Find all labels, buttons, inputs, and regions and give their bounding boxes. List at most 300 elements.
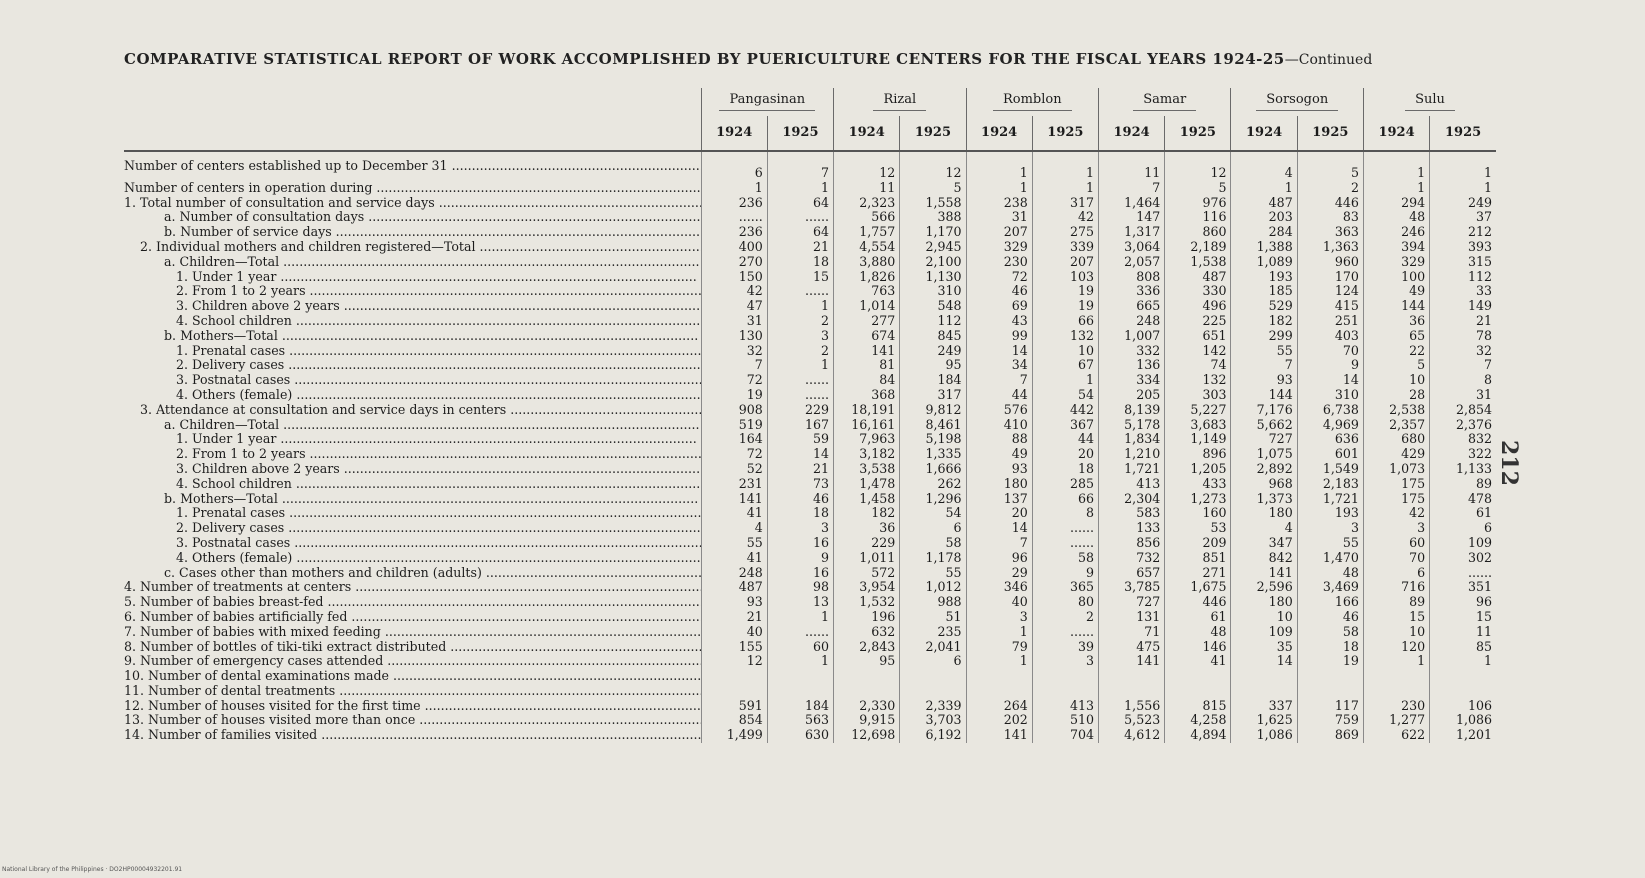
table-cell: 4,894 <box>1165 728 1231 743</box>
table-cell: 83 <box>1297 210 1363 225</box>
table-cell: 28 <box>1363 388 1429 403</box>
table-cell: 79 <box>966 640 1032 655</box>
table-row <box>124 196 1496 211</box>
table-cell: 1 <box>767 654 833 669</box>
row-label-text: 9. Number of emergency cases attended ..... <box>124 654 701 669</box>
year-header: 1925 <box>1430 116 1496 151</box>
table-cell <box>1165 669 1231 684</box>
table-cell: 2,100 <box>900 255 966 270</box>
table-cell: 164 <box>701 432 767 447</box>
table-cell: 78 <box>1430 329 1496 344</box>
table-cell: 11 <box>1099 151 1165 181</box>
row-label-text: b. Mothers—Total ..... <box>124 492 698 507</box>
table-cell: 856 <box>1099 536 1165 551</box>
table-cell: 367 <box>1032 418 1098 433</box>
table-cell: 2,945 <box>900 240 966 255</box>
table-cell: 704 <box>1032 728 1098 743</box>
table-cell: 636 <box>1297 432 1363 447</box>
table-cell: ...... <box>767 373 833 388</box>
table-cell: 185 <box>1231 284 1297 299</box>
table-cell: 72 <box>966 270 1032 285</box>
table-cell: 29 <box>966 566 1032 581</box>
table-cell: 1 <box>966 151 1032 181</box>
row-label <box>124 447 701 462</box>
table-cell: 5,523 <box>1099 713 1165 728</box>
table-row <box>124 210 1496 225</box>
table-cell: 7 <box>767 151 833 181</box>
table-cell <box>1032 669 1098 684</box>
table-cell: 235 <box>900 625 966 640</box>
table-row <box>124 284 1496 299</box>
table-cell: 39 <box>1032 640 1098 655</box>
row-label-text: b. Number of service days ..... <box>124 225 701 240</box>
table-cell: 299 <box>1231 329 1297 344</box>
table-cell: 61 <box>1430 506 1496 521</box>
table-cell: 89 <box>1363 595 1429 610</box>
table-row <box>124 580 1496 595</box>
table-cell: 229 <box>767 403 833 418</box>
row-label <box>124 610 701 625</box>
table-cell <box>701 669 767 684</box>
row-label <box>124 299 701 314</box>
row-label-text: 12. Number of houses visited for the first time ..... <box>124 699 701 714</box>
table-cell: 184 <box>767 699 833 714</box>
table-cell: 2 <box>767 344 833 359</box>
table-cell: 193 <box>1231 270 1297 285</box>
table-cell: 230 <box>966 255 1032 270</box>
table-cell: 74 <box>1165 358 1231 373</box>
table-cell: 8,139 <box>1099 403 1165 418</box>
table-cell: 262 <box>900 477 966 492</box>
table-cell: 277 <box>834 314 900 329</box>
table-cell: 284 <box>1231 225 1297 240</box>
table-cell: 81 <box>834 358 900 373</box>
table-cell: 1,335 <box>900 447 966 462</box>
table-cell: 2,376 <box>1430 418 1496 433</box>
row-label <box>124 196 701 211</box>
table-cell: 231 <box>701 477 767 492</box>
table-cell: 1 <box>1363 181 1429 196</box>
table-cell: ...... <box>767 625 833 640</box>
table-cell: 55 <box>1231 344 1297 359</box>
table-cell: 2 <box>1297 181 1363 196</box>
year-header: 1924 <box>1231 116 1297 151</box>
row-label <box>124 358 701 373</box>
table-cell: 89 <box>1430 477 1496 492</box>
table-cell: 20 <box>966 506 1032 521</box>
year-header: 1924 <box>1099 116 1165 151</box>
table-cell: 21 <box>767 462 833 477</box>
table-cell: 1 <box>966 181 1032 196</box>
table-cell: 251 <box>1297 314 1363 329</box>
province-header: Romblon <box>966 88 1098 116</box>
table-cell: 1,007 <box>1099 329 1165 344</box>
row-label-text: Number of centers established up to December 31 ..... <box>124 159 701 174</box>
table-cell: 93 <box>701 595 767 610</box>
table-cell: ...... <box>767 284 833 299</box>
table-cell: 988 <box>900 595 966 610</box>
table-cell: 65 <box>1363 329 1429 344</box>
row-label <box>124 210 701 225</box>
table-cell: 657 <box>1099 566 1165 581</box>
table-cell: 141 <box>1099 654 1165 669</box>
year-header: 1925 <box>1297 116 1363 151</box>
table-cell: 400 <box>701 240 767 255</box>
table-cell: 1,675 <box>1165 580 1231 595</box>
table-cell: 674 <box>834 329 900 344</box>
table-cell: 167 <box>767 418 833 433</box>
table-cell: 42 <box>1363 506 1429 521</box>
footer-note: National Library of the Philippines · DO2HP00004932201.91 <box>2 866 183 873</box>
table-cell: 120 <box>1363 640 1429 655</box>
table-cell: 60 <box>1363 536 1429 551</box>
row-label-text: 4. School children ..... <box>124 314 701 329</box>
table-cell <box>701 684 767 699</box>
table-cell: 175 <box>1363 492 1429 507</box>
table-cell: 363 <box>1297 225 1363 240</box>
table-cell: 496 <box>1165 299 1231 314</box>
row-label <box>124 625 701 640</box>
table-cell: 1,210 <box>1099 447 1165 462</box>
table-cell: 529 <box>1231 299 1297 314</box>
table-cell <box>1363 669 1429 684</box>
table-row <box>124 344 1496 359</box>
table-cell: 248 <box>1099 314 1165 329</box>
row-label-text: 4. School children ..... <box>124 477 701 492</box>
table-cell <box>834 669 900 684</box>
table-cell: 80 <box>1032 595 1098 610</box>
table-cell: 3 <box>966 610 1032 625</box>
row-label <box>124 640 701 655</box>
table-cell: 351 <box>1430 580 1496 595</box>
table-cell: 302 <box>1430 551 1496 566</box>
header-blank <box>124 116 701 151</box>
table-row <box>124 225 1496 240</box>
table-cell: 22 <box>1363 344 1429 359</box>
row-label <box>124 492 701 507</box>
province-header-row <box>124 88 1496 116</box>
row-label-text: 3. Postnatal cases ..... <box>124 536 701 551</box>
table-cell: 64 <box>767 196 833 211</box>
table-cell: 2 <box>1032 610 1098 625</box>
table-cell: 330 <box>1165 284 1231 299</box>
table-cell: 632 <box>834 625 900 640</box>
table-cell: 88 <box>966 432 1032 447</box>
table-cell: 19 <box>1032 299 1098 314</box>
table-cell: 845 <box>900 329 966 344</box>
year-header: 1924 <box>701 116 767 151</box>
table-cell: 3 <box>1032 654 1098 669</box>
table-cell: 166 <box>1297 595 1363 610</box>
table-cell: 10 <box>1363 373 1429 388</box>
table-cell: 478 <box>1430 492 1496 507</box>
year-header: 1925 <box>767 116 833 151</box>
table-cell: 58 <box>1297 625 1363 640</box>
row-label <box>124 255 701 270</box>
table-cell: 1,273 <box>1165 492 1231 507</box>
table-cell: 1,012 <box>900 580 966 595</box>
table-cell: 95 <box>834 654 900 669</box>
table-cell: 510 <box>1032 713 1098 728</box>
province-header: Sulu <box>1363 88 1496 116</box>
table-cell: 130 <box>701 329 767 344</box>
table-cell: 103 <box>1032 270 1098 285</box>
table-cell: 72 <box>701 447 767 462</box>
table-cell: 100 <box>1363 270 1429 285</box>
table-cell: 131 <box>1099 610 1165 625</box>
row-label <box>124 684 701 699</box>
table-row <box>124 270 1496 285</box>
row-label <box>124 432 701 447</box>
table-cell: 1 <box>1363 654 1429 669</box>
table-cell: 66 <box>1032 492 1098 507</box>
table-cell: 1 <box>1032 151 1098 181</box>
table-cell: 270 <box>701 255 767 270</box>
table-cell: 40 <box>701 625 767 640</box>
table-cell: 572 <box>834 566 900 581</box>
table-cell: 117 <box>1297 699 1363 714</box>
table-cell: 112 <box>900 314 966 329</box>
table-cell: 141 <box>834 344 900 359</box>
table-cell: 15 <box>1363 610 1429 625</box>
table-cell: 175 <box>1363 477 1429 492</box>
row-label <box>124 595 701 610</box>
row-label-text: 2. Delivery cases ..... <box>124 358 701 373</box>
table-cell: 1,549 <box>1297 462 1363 477</box>
table-cell: 1 <box>966 625 1032 640</box>
row-label <box>124 521 701 536</box>
table-cell: 1,317 <box>1099 225 1165 240</box>
table-cell: ...... <box>767 210 833 225</box>
table-cell: 1,133 <box>1430 462 1496 477</box>
table-cell: 72 <box>701 373 767 388</box>
table-cell: 487 <box>1165 270 1231 285</box>
table-cell: 37 <box>1430 210 1496 225</box>
table-cell: 2,854 <box>1430 403 1496 418</box>
table-cell: 9,915 <box>834 713 900 728</box>
table-row <box>124 595 1496 610</box>
table-cell: 2,357 <box>1363 418 1429 433</box>
table-cell: 180 <box>966 477 1032 492</box>
table-cell <box>1032 684 1098 699</box>
table-cell <box>966 669 1032 684</box>
row-label <box>124 329 701 344</box>
table-cell: ...... <box>1032 625 1098 640</box>
table-cell: 61 <box>1165 610 1231 625</box>
table-cell: 40 <box>966 595 1032 610</box>
table-cell: 727 <box>1099 595 1165 610</box>
table-row <box>124 432 1496 447</box>
table-cell <box>1099 669 1165 684</box>
table-cell: 1,388 <box>1231 240 1297 255</box>
row-label <box>124 728 701 743</box>
table-cell: 96 <box>1430 595 1496 610</box>
table-cell: 4 <box>1231 151 1297 181</box>
table-cell: 6 <box>900 521 966 536</box>
table-cell: 5,198 <box>900 432 966 447</box>
table-cell: 98 <box>767 580 833 595</box>
row-label <box>124 506 701 521</box>
table-cell: 1,556 <box>1099 699 1165 714</box>
table-cell: 9 <box>767 551 833 566</box>
table-cell: 732 <box>1099 551 1165 566</box>
table-cell: 1 <box>767 358 833 373</box>
table-cell: 1 <box>1032 181 1098 196</box>
table-cell: 31 <box>966 210 1032 225</box>
table-cell: 1 <box>1032 373 1098 388</box>
row-label <box>124 181 701 196</box>
table-cell: 759 <box>1297 713 1363 728</box>
table-cell: 4 <box>701 521 767 536</box>
year-header-row <box>124 116 1496 151</box>
table-row <box>124 669 1496 684</box>
table-cell <box>1231 669 1297 684</box>
table-cell: 1,178 <box>900 551 966 566</box>
table-cell: 716 <box>1363 580 1429 595</box>
table-cell: 124 <box>1297 284 1363 299</box>
table-row <box>124 418 1496 433</box>
table-cell: 583 <box>1099 506 1165 521</box>
table-cell: 54 <box>900 506 966 521</box>
table-cell: 19 <box>1032 284 1098 299</box>
table-cell: 8,461 <box>900 418 966 433</box>
table-cell: 1 <box>1430 654 1496 669</box>
table-cell: 55 <box>1297 536 1363 551</box>
table-cell: 2,323 <box>834 196 900 211</box>
table-cell: 10 <box>1231 610 1297 625</box>
table-cell: 1 <box>767 181 833 196</box>
table-cell: 11 <box>834 181 900 196</box>
table-cell: 236 <box>701 225 767 240</box>
table-cell: 622 <box>1363 728 1429 743</box>
row-label <box>124 418 701 433</box>
table-cell: 2,892 <box>1231 462 1297 477</box>
row-label-text: 1. Under 1 year ..... <box>124 432 697 447</box>
table-cell: 332 <box>1099 344 1165 359</box>
table-cell: 73 <box>767 477 833 492</box>
table-cell: 12 <box>701 654 767 669</box>
table-row <box>124 654 1496 669</box>
table-cell: 851 <box>1165 551 1231 566</box>
table-cell: 41 <box>701 551 767 566</box>
table-cell: 271 <box>1165 566 1231 581</box>
table-cell: 7,963 <box>834 432 900 447</box>
table-cell: 249 <box>900 344 966 359</box>
table-cell: 116 <box>1165 210 1231 225</box>
table-cell: 180 <box>1231 506 1297 521</box>
row-label-text: 1. Prenatal cases ..... <box>124 344 701 359</box>
table-cell: 9,812 <box>900 403 966 418</box>
table-cell: 3 <box>767 329 833 344</box>
year-header: 1925 <box>1032 116 1098 151</box>
row-label-text: 1. Total number of consultation and service days ..... <box>124 196 701 211</box>
table-cell: 93 <box>1231 373 1297 388</box>
table-cell: 35 <box>1231 640 1297 655</box>
table-cell: 84 <box>834 373 900 388</box>
table-cell: 976 <box>1165 196 1231 211</box>
table-cell: 99 <box>966 329 1032 344</box>
row-label-text: 7. Number of babies with mixed feeding ..... <box>124 625 701 640</box>
table-cell: 7 <box>701 358 767 373</box>
table-cell: 14 <box>966 344 1032 359</box>
row-label <box>124 403 701 418</box>
table-cell: 207 <box>1032 255 1098 270</box>
table-cell: 182 <box>1231 314 1297 329</box>
statistics-table <box>124 88 1496 743</box>
table-row <box>124 181 1496 196</box>
table-row <box>124 536 1496 551</box>
table-cell <box>900 684 966 699</box>
table-cell: 248 <box>701 566 767 581</box>
row-label-text: 4. Others (female) ..... <box>124 551 701 566</box>
table-cell: 46 <box>1297 610 1363 625</box>
row-label-text: 14. Number of families visited ..... <box>124 728 701 743</box>
table-cell: 1,826 <box>834 270 900 285</box>
row-label-text: a. Children—Total ..... <box>124 255 700 270</box>
table-cell: 11 <box>1430 625 1496 640</box>
table-cell: 9 <box>1032 566 1098 581</box>
table-cell: 317 <box>1032 196 1098 211</box>
table-cell: 21 <box>767 240 833 255</box>
table-cell: 860 <box>1165 225 1231 240</box>
table-cell: 339 <box>1032 240 1098 255</box>
table-cell: 1,201 <box>1430 728 1496 743</box>
table-cell: 413 <box>1032 699 1098 714</box>
row-label-text: c. Cases other than mothers and children (adults) ..... <box>124 566 701 581</box>
table-cell: 147 <box>1099 210 1165 225</box>
table-cell: 193 <box>1297 506 1363 521</box>
table-cell: 6 <box>1363 566 1429 581</box>
row-label <box>124 713 701 728</box>
table-cell: 18 <box>767 255 833 270</box>
table-cell: 66 <box>1032 314 1098 329</box>
table-cell: 32 <box>1430 344 1496 359</box>
table-cell: 229 <box>834 536 900 551</box>
row-label <box>124 373 701 388</box>
table-cell: 58 <box>900 536 966 551</box>
table-cell: 36 <box>1363 314 1429 329</box>
table-cell: 18 <box>1297 640 1363 655</box>
table-cell: 12 <box>1165 151 1231 181</box>
table-cell: 2,596 <box>1231 580 1297 595</box>
table-cell <box>767 669 833 684</box>
table-cell: 329 <box>966 240 1032 255</box>
table-cell: 429 <box>1363 447 1429 462</box>
table-cell: 519 <box>701 418 767 433</box>
row-label-text: 3. Children above 2 years ..... <box>124 299 701 314</box>
row-label-text: 8. Number of bottles of tiki-tiki extract distributed ..... <box>124 640 701 655</box>
year-header: 1924 <box>1363 116 1429 151</box>
row-label-text: 3. Children above 2 years ..... <box>124 462 701 477</box>
table-row <box>124 299 1496 314</box>
table-cell: 294 <box>1363 196 1429 211</box>
table-cell: 310 <box>900 284 966 299</box>
table-row <box>124 255 1496 270</box>
table-cell: 1 <box>701 181 767 196</box>
table-cell: 5 <box>1363 358 1429 373</box>
table-cell: 1 <box>1430 151 1496 181</box>
table-cell: 14 <box>767 447 833 462</box>
title-main: COMPARATIVE STATISTICAL REPORT OF WORK ACCOMPLISHED BY PUERICULTURE CENTERS FOR THE FISCAL YEARS 1924-25 <box>124 50 1285 68</box>
table-cell: 365 <box>1032 580 1098 595</box>
row-label-text: 2. Individual mothers and children registered—Total ..... <box>124 240 701 255</box>
table-cell <box>834 684 900 699</box>
table-cell: 246 <box>1363 225 1429 240</box>
table-cell: 487 <box>1231 196 1297 211</box>
table-cell: 202 <box>966 713 1032 728</box>
row-label <box>124 551 701 566</box>
table-cell: 346 <box>966 580 1032 595</box>
